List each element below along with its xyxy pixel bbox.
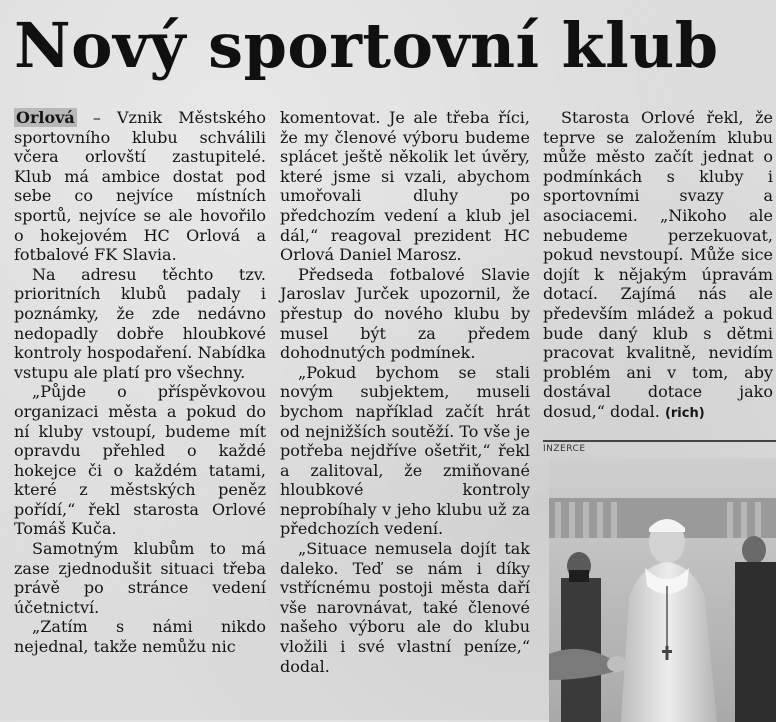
headline: Nový sportovní klub: [14, 9, 719, 82]
paragraph: komentovat. Je ale třeba říci, že my členové výboru budeme splácet ještě několik let úvěry, které jsme si vzali, abychom umořovali dluhy po předchozím vedení a klub jel dál,“ reagoval prezident HC Orlová Daniel Marosz.: [280, 108, 530, 265]
dateline-town: Orlová: [16, 108, 75, 127]
paragraph: Na adresu těchto tzv. prioritních klubů padaly i poznámky, že zde nedávno nedopadly dobře hloubkové kontroly hospodaření. Nabídka vstupu ale platí pro všechny.: [14, 264, 266, 382]
paragraph: „Situace nemusela dojít tak daleko. Teď se nám i díky vstřícnému postoji města daří vše narovnávat, také členové našeho výboru ale do klubu vložili i své vlastní peníze,“ dodal.: [280, 539, 530, 676]
ad-label: INZERCE: [543, 444, 586, 454]
paragraph: [14, 108, 266, 265]
paragraph: „Půjde o příspěvkovou organizaci města a pokud do ní kluby vstoupí, budeme mít opravdu přehled o každé hokejce či o každém tatami, které z městských peněz pořídí,“ řekl starosta Orlové Tomáš Kuča.: [14, 382, 266, 539]
paragraph: [543, 108, 773, 424]
advertisement: [543, 440, 776, 722]
author-signature: (rich): [664, 405, 705, 421]
ad-photo: [549, 458, 776, 722]
article-column-3: [543, 108, 773, 424]
paragraph-text: – Vznik Městského sportovního klubu schválili včera orlovští zastupitelé. Klub má ambice dostat pod sebe co nejvíce místních sportů, nejvíce se ale hovořilo o hokejovém HC Orlová a fotbalové FK Slavia.: [14, 108, 266, 265]
paragraph: Samotným klubům to má zase zjednodušit situaci třeba právě po stránce vedení účetnictví.: [14, 539, 266, 617]
paragraph: „Zatím s námi nikdo nejednal, takže nemůžu nic: [14, 617, 266, 657]
paragraph-text: Starosta Orlové řekl, že teprve se založením klubu může město začít jednat o podmínkách s kluby i sportovními svazy a asociacemi. „Nikoho ale nebudeme perzekuovat, pokud nevstoupí. Může sice dojít k nějakým úpravám dotací. Zajímá nás ale především mládež a pokud bude daný klub s dětmi pracovat kvalitně, nevidím problém ani v tom, aby dostával dotace jako dosud,“ dodal.: [543, 108, 773, 421]
article-column-1: [14, 108, 266, 657]
paragraph: „Pokud bychom se stali novým subjektem, museli bychom například začít hrát od nejnižších soutěží. To vše je potřeba nejdříve ošetřit,“ řekl a zalitoval, že zmiňované hloubkové kontroly neprobíhaly v jeho klubu už za předchozích vedení.: [280, 362, 530, 539]
article-column-2: [280, 108, 530, 676]
paragraph: Předseda fotbalové Slavie Jaroslav Jurček upozornil, že přestup do nového klubu by musel být za předem dohodnutých podmínek.: [280, 264, 530, 363]
